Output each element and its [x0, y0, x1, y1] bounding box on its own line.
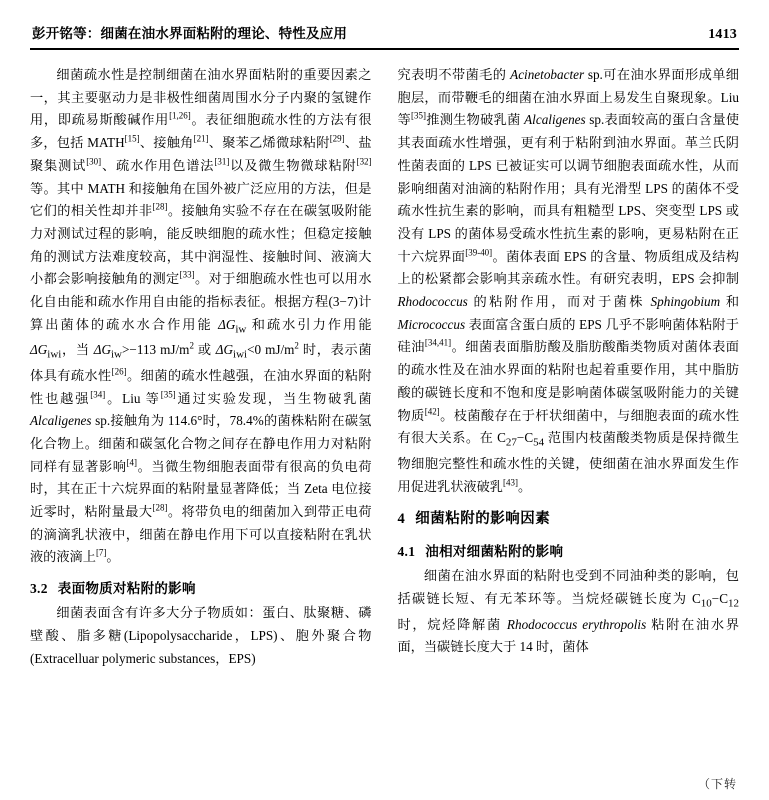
section-heading-4 [398, 507, 740, 532]
paragraph: 细菌在油水界面的粘附也受到不同油种类的影响，包括碳链长短、有无苯环等。当烷烃碳链长度为 $C_{10}-C_{12}$ 时，烷烃降解菌 Rhodococcus erythropolis 粘附在油水界面，当碳链长度大于 14 时，菌体 [397, 568, 740, 655]
left-column [30, 64, 372, 764]
subsection-heading-4-1 [398, 540, 740, 563]
two-column-body [30, 64, 739, 764]
subsection-number: 4.1 [397, 544, 416, 560]
subsection-title: 油相对细菌粘附的影响 [425, 544, 564, 560]
turn-mark: （下转 [697, 777, 737, 791]
running-title: 彭开铭等：细菌在油水界面粘附的理论、特性及应用 [32, 26, 348, 41]
subsection-heading-3-2 [30, 577, 372, 600]
paragraph: 细菌表面含有许多大分子物质如：蛋白、肽聚糖、磷壁酸、脂多糖(Lipopolysaccharide，LPS)、胞外聚合物(Extracelluar polymeric substances，EPS) [30, 605, 372, 666]
section-title: 细菌粘附的影响因素 [415, 511, 551, 528]
section-number: 4 [397, 511, 406, 528]
subsection-title: 表面物质对粘附的影响 [57, 581, 196, 597]
paragraph: 细菌疏水性是控制细菌在油水界面粘附的重要因素之一，其主要驱动力是非极性细菌周围水分子内聚的氢键作用，即疏易斯酸碱作用[1,26]。表征细胞疏水性的方法有很多，包括 MATH[15]、接触角[21]、聚苯乙烯微球粘附[29]、盐聚集测试[30]、疏水作用色谱法[31]以及微生物微球粘附[32]等。其中 MATH 和接触角在国外被广泛应用的方法，但是它们的相关性却并非[28]。接触角实验不存在在碳氢吸附能力对测试过程的影响，能反映细胞的疏水性；但稳定接触角的测试方法难度较高，其中润湿性、接触时间、液滴大小都会影响接触角的测定[33]。对于细胞疏水性也可以用水化自由能和疏水作用自由能的指标表征。根据方程(3−7)计算出菌体的疏水水合作用能 $\Delta G_{iw}$ 和疏水引力作用能 $\Delta G_{iwi}$，当 $\Delta G_{iw}>-113$ $mJ/m^2$ 或 $\Delta G_{iwi}<0$ $mJ/m^2$ 时，表示菌体具有疏水性[26]。细菌的疏水性越强，在油水界面的粘附性也越强[34]。Liu 等[35]通过实验发现，当生物破乳菌 Alcaligenes sp.接触角为 114.6°时，78.4%的菌株粘附在碳氢化合物上。细菌和碳氢化合物之间存在静电作用力对粘附同样有显著影响[4]。当微生物细胞表面带有很高的负电荷时，其在正十六烷界面的粘附量显著降低；当 Zeta 电位接近零时，粘附量最大[28]。将带负电的细菌加入到带正电荷的滴滴乳状液中，细菌在静电作用下可以直接粘附在乳状液的液滴上[7]。 [30, 67, 372, 565]
subsection-number: 3.2 [30, 581, 48, 597]
page-number: 1413 [708, 27, 737, 42]
page-header [30, 22, 739, 50]
right-column [398, 64, 740, 764]
paragraph-continued: 究表明不带菌毛的 Acinetobacter sp.可在油水界面形成单细胞层，而带鞭毛的细菌在油水界面上易发生自聚现象。Liu 等[35]推测生物破乳菌 Alcaligenes sp.表面较高的蛋白含量使其表面疏水性增强，更有利于粘附到油水界面。革兰氏阴性菌表面的 LPS 已被证实可以调节细胞表面疏水性，从而影响细菌对油滴的粘附作用；具有光滑型 LPS 的菌体不受疏水性抗生素的影响，而具有粗糙型 LPS、突变型 LPS 或没有 LPS 的菌体易受疏水性抗生素的影响，更易粘附在正十六烷界面[39-40]。菌体表面 EPS 的含量、物质组成及结构上的松紧都会影响其亲疏水性。有研究表明，EPS 会抑制 Rhodococcus 的粘附作用，而对于菌株 Sphingobium 和 Micrococcus 表面富含蛋白质的 EPS 几乎不影响菌体粘附于硅油[34,41]。细菌表面脂肪酸及脂肪酸酯类物质对菌体表面的疏水性及在油水界面的粘附也起着重要作用，其中脂肪酸的碳链长度和不饱和度是影响菌体碳氢吸附能力的关键物质[42]。枝菌酸存在于杆状细菌中，与细胞表面的疏水性有很大关系。在 $C_{27}-C_{54}$ 范围内枝菌酸类物质是保持微生物细胞完整性和疏水性的关键，使细菌在油水界面发生作用促进乳状液破乳[43]。 [397, 67, 740, 494]
